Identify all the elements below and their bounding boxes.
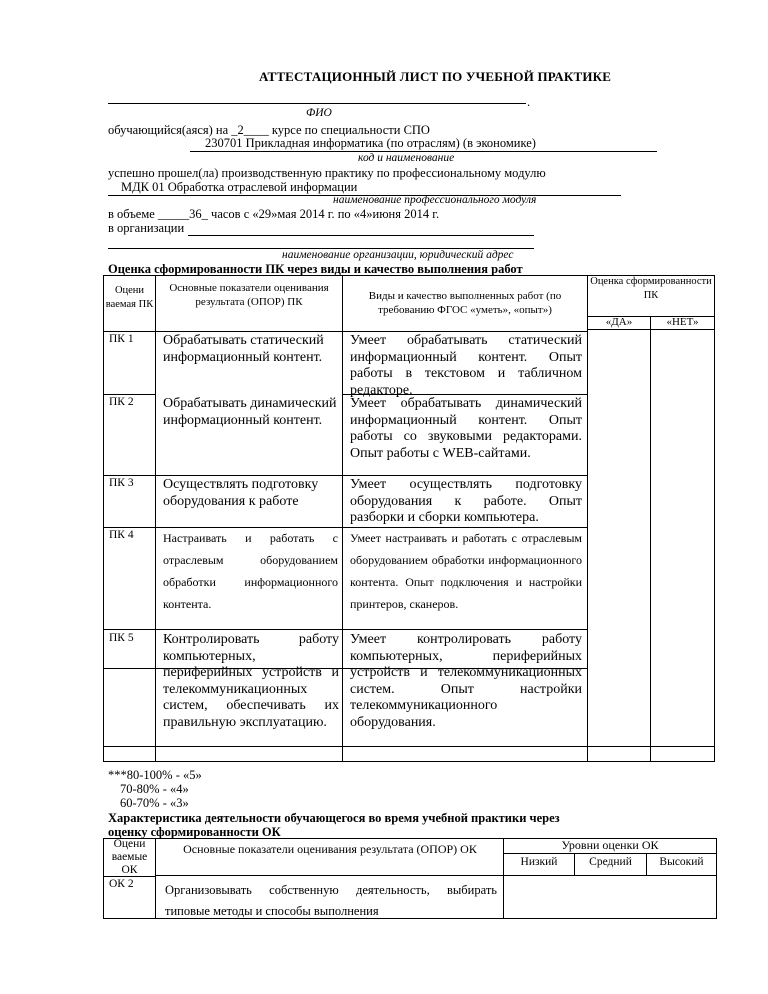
scale-line-2: 70-80% - «4» <box>120 782 189 796</box>
pk2-works: Умеет обрабатывать динамический информационный контент. Опыт работы со звуковыми редакторами. Опыт работы с WEB-сайтами. <box>350 396 582 461</box>
pk2-opor: Обрабатывать динамический информационный контент. <box>163 396 337 428</box>
scale-line-1: ***80-100% - «5» <box>108 768 202 782</box>
pk1-opor: Обрабатывать статический информационный контент. <box>163 333 324 365</box>
col-header-yes: «ДА» <box>605 316 633 328</box>
fio-line-dot: . <box>527 95 531 109</box>
module-caption: наименование профессионального модуля <box>333 194 537 206</box>
section1-title: Оценка сформированности ПК через виды и качество выполнения работ <box>108 262 523 276</box>
org-underline <box>188 235 534 236</box>
specialty-value <box>190 136 657 152</box>
col-header-no: «НЕТ» <box>666 316 699 328</box>
section2-title-2: оценку сформированности ОК <box>108 825 281 839</box>
fio-caption: ФИО <box>306 107 332 119</box>
pk4-code: ПК 4 <box>109 529 134 541</box>
pk5-opor: Контролировать работу компьютерных, периферийных устройств и телекоммуникационных систем, обеспечивать их правильную эксплуатацию. <box>163 632 339 730</box>
section2-title-1: Характеристика деятельности обучающегося во время учебной практики через <box>108 811 560 825</box>
pk4-works: Умеет настраивать и работать с отраслевым оборудованием обработки информационного контента. Опыт подключения и настройки принтеров, сканеров. <box>350 531 582 611</box>
ok-col-header-levels: Уровни оценки ОК <box>561 838 659 852</box>
ok-level-high: Высокий <box>659 856 704 868</box>
org-label: в организации <box>108 221 185 235</box>
module-text: МДК 01 Обработка отраслевой информации <box>121 180 358 194</box>
col-header-rating <box>589 275 713 302</box>
ok2-opor: Организовывать собственную деятельность, выбирать типовые методы и способы выполнения <box>165 883 497 918</box>
pk1-code: ПК 1 <box>109 333 134 345</box>
org-caption: наименование организации, юридический адрес <box>282 249 514 261</box>
col-header-pk-text: Оцени ваемая ПК <box>105 285 154 310</box>
pk2-code: ПК 2 <box>109 396 134 408</box>
volume-line: в объеме _____36_ часов с «29»мая 2014 г. по «4»июня 2014 г. <box>108 207 440 221</box>
ok-col-header-opor-text: Основные показатели оценивания результата (ОПОР) ОК <box>183 842 477 856</box>
ok-col-header-code-text: Оцени ваемые ОК <box>111 838 148 876</box>
specialty-caption: код и наименование <box>358 152 455 164</box>
col-header-works <box>347 289 583 317</box>
pk1-works: Умеет обрабатывать статический информационный контент. Опыт работы в текстовом и табличном редакторе. <box>350 333 582 398</box>
ok-level-low: Низкий <box>520 856 558 868</box>
col-header-works-text: Виды и качество выполненных работ (по требованию ФГОС «уметь», «опыт») <box>368 290 562 316</box>
fio-line <box>108 103 526 104</box>
pk5-works: Умеет контролировать работу компьютерных, периферийных устройств и телекоммуникационных систем. Опыт настройки телекоммуникационного оборудования. <box>350 632 582 730</box>
ok-level-mid: Средний <box>589 856 632 868</box>
course-line: обучающийся(аяся) на _2____ курсе по специальности СПО <box>108 123 430 137</box>
col-header-rating-text: Оценка сформированности ПК <box>590 276 712 301</box>
pk3-works: Умеет осуществлять подготовку оборудования к работе. Опыт разборки и сборки компьютера. <box>350 477 582 525</box>
col-header-opor-text: Основные показатели оценивания результата (ОПОР) ПК <box>169 282 329 308</box>
pk4-opor: Настраивать и работать с отраслевым оборудованием обработки информационного контента. <box>163 531 338 611</box>
document-title: АТТЕСТАЦИОННЫЙ ЛИСТ ПО УЧЕБНОЙ ПРАКТИКЕ <box>259 69 612 84</box>
scale-line-3: 60-70% - «3» <box>120 796 189 810</box>
ok-col-header-code <box>104 838 155 877</box>
pk-table <box>103 275 715 761</box>
pk3-opor: Осуществлять подготовку оборудования к работе <box>163 477 319 509</box>
pk5-code: ПК 5 <box>109 632 134 644</box>
passed-line: успешно прошел(ла) производственную практику по профессиональному модулю <box>108 166 546 180</box>
pk3-code: ПК 3 <box>109 477 134 489</box>
specialty-text: 230701 Прикладная информатика (по отраслям) (в экономике) <box>205 136 536 150</box>
col-header-opor <box>163 281 335 309</box>
ok2-code: ОК 2 <box>109 878 134 890</box>
ok-table <box>103 838 716 918</box>
col-header-pk <box>104 284 155 312</box>
ok-col-header-opor <box>173 842 487 856</box>
